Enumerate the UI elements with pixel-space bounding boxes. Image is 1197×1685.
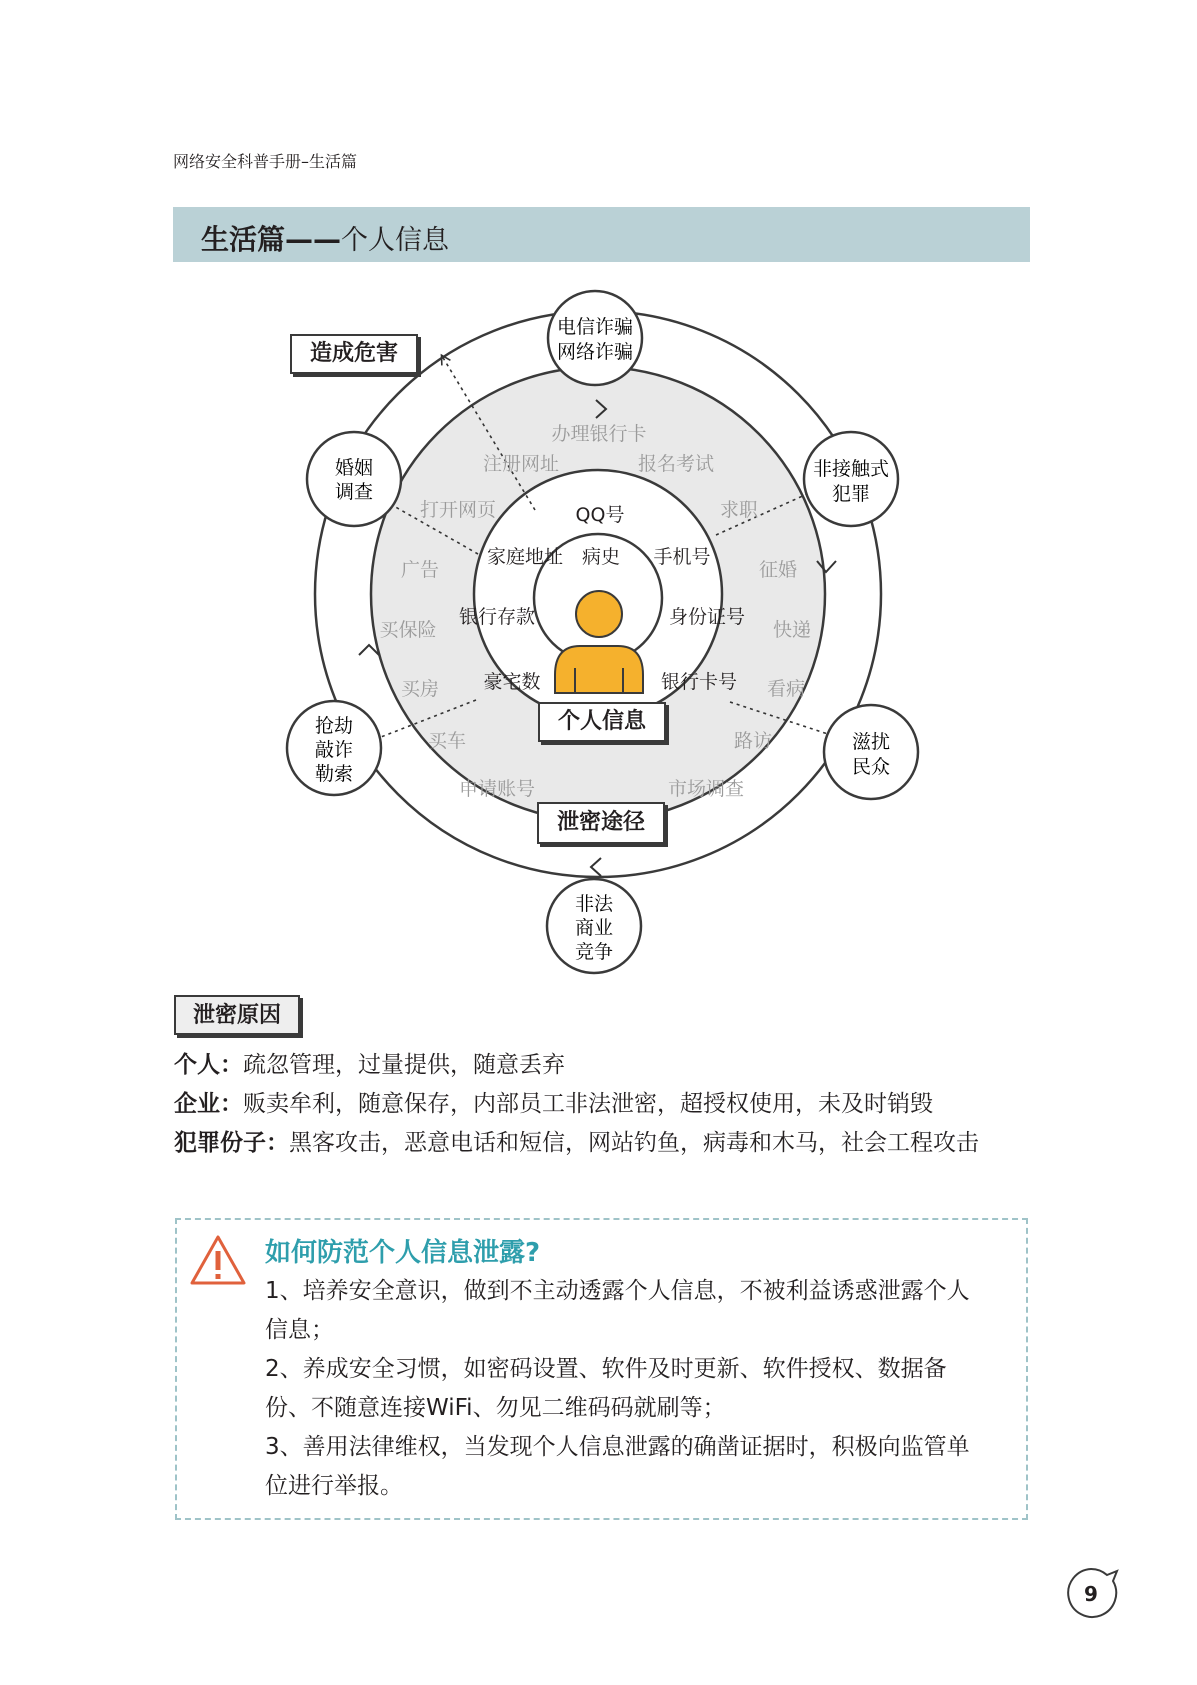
ring-item: 买车 [427, 730, 467, 752]
page-number: 9 [1084, 1582, 1098, 1606]
tip-item: 3、善用法律维权，当发现个人信息泄露的确凿证据时，积极向监管单位进行举报。 [265, 1434, 970, 1499]
node-harass-line2: 民众 [851, 756, 891, 778]
node-marriage-investigation [307, 432, 401, 526]
reason-personal [174, 1046, 1034, 1085]
leak-channel-label: 泄密途径 [537, 802, 665, 844]
node-competition-line1: 非法 [574, 893, 614, 915]
node-harass-line1: 滋扰 [851, 731, 891, 753]
node-noncontact-line2: 犯罪 [831, 483, 871, 505]
page-number-badge [1063, 1565, 1119, 1621]
node-telecom-fraud [548, 291, 642, 385]
inner-item: 豪宅数 [483, 671, 541, 693]
reason-enterprise-text: 贩卖牟利，随意保存，内部员工非法泄密，超授权使用，未及时销毁 [243, 1091, 933, 1117]
reason-criminal [174, 1124, 1034, 1163]
node-competition-line2: 商业 [574, 917, 614, 939]
node-marriage-line2: 调查 [334, 481, 374, 503]
ring-item: 市场调查 [667, 778, 745, 800]
reason-personal-text: 疏忽管理，过量提供，随意丢弃 [243, 1052, 565, 1078]
warning-triangle-icon [189, 1234, 247, 1286]
reason-criminal-key: 犯罪份子： [174, 1130, 289, 1156]
node-robbery-line2: 敲诈 [314, 739, 354, 761]
ring-item: 注册网址 [482, 453, 560, 475]
section-title-dash: —— [285, 223, 342, 256]
node-marriage-line1: 婚姻 [334, 457, 374, 479]
section-title-bold: 生活篇 [201, 223, 286, 256]
prevention-tip-box [175, 1218, 1028, 1520]
inner-item: QQ号 [575, 504, 625, 526]
tip-item: 1、培养安全意识，做到不主动透露个人信息，不被利益诱惑泄露个人信息； [265, 1278, 970, 1343]
node-competition-line3: 竞争 [574, 941, 614, 963]
ring-item: 路访 [733, 730, 773, 752]
ring-item: 征婚 [758, 559, 798, 581]
inner-item: 银行存款 [458, 606, 536, 628]
ring-item: 求职 [719, 499, 759, 521]
tip-item: 2、养成安全习惯，如密码设置、软件及时更新、软件授权、数据备份、不随意连接WiFi、勿见二维码码就刷等； [265, 1356, 947, 1421]
center-label: 个人信息 [538, 702, 666, 742]
inner-item: 病史 [581, 546, 621, 568]
reason-enterprise [174, 1085, 1034, 1124]
ring-item: 看病 [766, 678, 806, 700]
ring-item: 报名考试 [637, 453, 715, 475]
reason-enterprise-key: 企业： [174, 1091, 243, 1117]
ring-item: 快递 [772, 619, 812, 641]
inner-item: 银行卡号 [660, 671, 738, 693]
node-robbery-extortion [287, 701, 381, 795]
inner-item: 手机号 [653, 546, 711, 568]
ring-item: 广告 [400, 559, 440, 581]
node-telecom-fraud-line2: 网络诈骗 [556, 341, 634, 363]
node-noncontact-crime [804, 432, 898, 526]
running-header: 网络安全科普手册–生活篇 [173, 152, 358, 171]
inner-item: 家庭地址 [486, 546, 564, 568]
reason-personal-key: 个人： [174, 1052, 243, 1078]
node-robbery-line3: 勒索 [314, 763, 354, 785]
reason-criminal-text: 黑客攻击，恶意电话和短信，网站钓鱼，病毒和木马，社会工程攻击 [289, 1130, 979, 1156]
tip-body [265, 1272, 985, 1506]
leak-reasons [174, 1046, 1034, 1163]
ring-item: 买房 [400, 678, 440, 700]
node-telecom-fraud-line1: 电信诈骗 [556, 316, 634, 338]
ring-arrow-bottom [591, 858, 601, 876]
node-harass-public [824, 705, 918, 799]
ring-item: 买保险 [379, 619, 437, 641]
node-noncontact-line1: 非接触式 [812, 458, 890, 480]
section-title-rest: 个人信息 [341, 225, 450, 256]
tip-title: 如何防范个人信息泄露? [265, 1238, 541, 1268]
ring-item: 办理银行卡 [551, 423, 647, 445]
node-robbery-line1: 抢劫 [314, 715, 354, 737]
leak-reasons-label: 泄密原因 [174, 995, 300, 1035]
harm-label: 造成危害 [290, 334, 418, 374]
ring-item: 打开网页 [419, 499, 497, 521]
inner-item: 身份证号 [668, 606, 746, 628]
node-illegal-competition [547, 879, 641, 973]
ring-item: 申请账号 [458, 778, 536, 800]
